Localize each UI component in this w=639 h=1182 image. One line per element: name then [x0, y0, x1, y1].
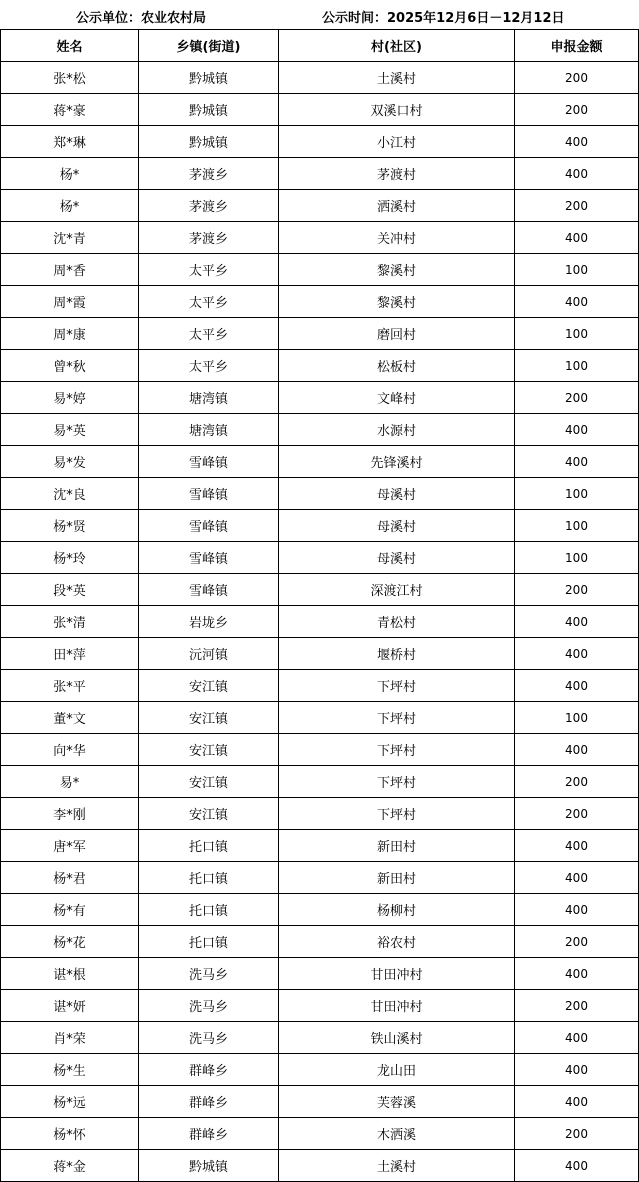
cell-amount: 200 — [515, 382, 639, 414]
cell-name: 杨*贤 — [1, 510, 139, 542]
cell-amount: 100 — [515, 702, 639, 734]
cell-township: 洗马乡 — [139, 990, 279, 1022]
table-row — [1, 126, 639, 158]
cell-village: 芙蓉溪 — [279, 1086, 515, 1118]
cell-village: 水源村 — [279, 414, 515, 446]
cell-township: 黔城镇 — [139, 126, 279, 158]
cell-amount: 200 — [515, 62, 639, 94]
table-row — [1, 446, 639, 478]
table-row — [1, 222, 639, 254]
cell-amount: 200 — [515, 94, 639, 126]
cell-village: 新田村 — [279, 830, 515, 862]
column-header-township: 乡镇(街道) — [139, 30, 279, 62]
cell-amount: 400 — [515, 734, 639, 766]
cell-name: 易*婷 — [1, 382, 139, 414]
cell-name: 易* — [1, 766, 139, 798]
cell-amount: 100 — [515, 478, 639, 510]
column-header-village: 村(社区) — [279, 30, 515, 62]
table-row — [1, 926, 639, 958]
cell-village: 下坪村 — [279, 734, 515, 766]
cell-township: 托口镇 — [139, 830, 279, 862]
table-row — [1, 958, 639, 990]
cell-village: 下坪村 — [279, 798, 515, 830]
cell-name: 蒋*金 — [1, 1150, 139, 1182]
cell-township: 雪峰镇 — [139, 574, 279, 606]
cell-township: 托口镇 — [139, 926, 279, 958]
cell-village: 松板村 — [279, 350, 515, 382]
cell-village: 双溪口村 — [279, 94, 515, 126]
cell-village: 铁山溪村 — [279, 1022, 515, 1054]
table-row — [1, 1022, 639, 1054]
cell-name: 段*英 — [1, 574, 139, 606]
cell-township: 茅渡乡 — [139, 158, 279, 190]
cell-village: 裕农村 — [279, 926, 515, 958]
cell-village: 土溪村 — [279, 1150, 515, 1182]
subsidy-table — [0, 29, 639, 1182]
table-row — [1, 94, 639, 126]
cell-township: 太平乡 — [139, 350, 279, 382]
cell-amount: 400 — [515, 862, 639, 894]
cell-name: 向*华 — [1, 734, 139, 766]
cell-village: 堰桥村 — [279, 638, 515, 670]
cell-name: 杨*远 — [1, 1086, 139, 1118]
table-row — [1, 574, 639, 606]
table-row — [1, 830, 639, 862]
cell-township: 塘湾镇 — [139, 414, 279, 446]
cell-township: 洗马乡 — [139, 958, 279, 990]
cell-village: 母溪村 — [279, 478, 515, 510]
cell-amount: 400 — [515, 414, 639, 446]
publicity-period: 公示时间：2025年12月6日－12月12日 — [322, 11, 565, 26]
cell-name: 张*平 — [1, 670, 139, 702]
cell-township: 托口镇 — [139, 862, 279, 894]
cell-township: 太平乡 — [139, 318, 279, 350]
table-row — [1, 286, 639, 318]
cell-name: 李*刚 — [1, 798, 139, 830]
cell-township: 安江镇 — [139, 734, 279, 766]
table-row — [1, 254, 639, 286]
cell-name: 杨*玲 — [1, 542, 139, 574]
cell-township: 洗马乡 — [139, 1022, 279, 1054]
cell-village: 文峰村 — [279, 382, 515, 414]
cell-village: 新田村 — [279, 862, 515, 894]
cell-name: 周*香 — [1, 254, 139, 286]
cell-amount: 200 — [515, 1118, 639, 1150]
cell-name: 易*发 — [1, 446, 139, 478]
cell-name: 沈*良 — [1, 478, 139, 510]
table-row — [1, 638, 639, 670]
cell-name: 沈*青 — [1, 222, 139, 254]
table-row — [1, 190, 639, 222]
cell-name: 董*文 — [1, 702, 139, 734]
cell-township: 群峰乡 — [139, 1118, 279, 1150]
cell-amount: 400 — [515, 670, 639, 702]
cell-amount: 100 — [515, 318, 639, 350]
column-header-name: 姓名 — [1, 30, 139, 62]
cell-name: 易*英 — [1, 414, 139, 446]
cell-name: 杨*怀 — [1, 1118, 139, 1150]
cell-amount: 400 — [515, 638, 639, 670]
table-row — [1, 510, 639, 542]
table-row — [1, 670, 639, 702]
cell-township: 黔城镇 — [139, 62, 279, 94]
cell-amount: 200 — [515, 766, 639, 798]
cell-village: 母溪村 — [279, 510, 515, 542]
cell-amount: 200 — [515, 190, 639, 222]
cell-village: 青松村 — [279, 606, 515, 638]
cell-village: 茅渡村 — [279, 158, 515, 190]
cell-township: 雪峰镇 — [139, 542, 279, 574]
table-row — [1, 798, 639, 830]
cell-village: 龙山田 — [279, 1054, 515, 1086]
table-row — [1, 478, 639, 510]
cell-township: 安江镇 — [139, 766, 279, 798]
publishing-unit: 公示单位：农业农村局 — [76, 11, 207, 26]
table-row — [1, 894, 639, 926]
cell-amount: 100 — [515, 350, 639, 382]
cell-township: 塘湾镇 — [139, 382, 279, 414]
cell-village: 深渡江村 — [279, 574, 515, 606]
cell-name: 曾*秋 — [1, 350, 139, 382]
cell-village: 母溪村 — [279, 542, 515, 574]
cell-township: 安江镇 — [139, 670, 279, 702]
cell-village: 先锋溪村 — [279, 446, 515, 478]
cell-name: 郑*琳 — [1, 126, 139, 158]
notice-header — [0, 0, 639, 30]
table-row — [1, 1086, 639, 1118]
cell-name: 张*清 — [1, 606, 139, 638]
cell-village: 下坪村 — [279, 670, 515, 702]
cell-village: 小江村 — [279, 126, 515, 158]
table-row — [1, 158, 639, 190]
cell-amount: 400 — [515, 158, 639, 190]
cell-township: 雪峰镇 — [139, 510, 279, 542]
table-row — [1, 350, 639, 382]
cell-township: 群峰乡 — [139, 1054, 279, 1086]
table-row — [1, 990, 639, 1022]
cell-amount: 200 — [515, 574, 639, 606]
cell-township: 安江镇 — [139, 702, 279, 734]
cell-name: 杨*生 — [1, 1054, 139, 1086]
cell-amount: 400 — [515, 446, 639, 478]
table-row — [1, 1054, 639, 1086]
cell-village: 下坪村 — [279, 766, 515, 798]
cell-amount: 400 — [515, 830, 639, 862]
table-row — [1, 1118, 639, 1150]
cell-township: 黔城镇 — [139, 1150, 279, 1182]
cell-village: 土溪村 — [279, 62, 515, 94]
cell-township: 茅渡乡 — [139, 222, 279, 254]
column-header-amount: 申报金额 — [515, 30, 639, 62]
table-row — [1, 318, 639, 350]
table-row — [1, 1150, 639, 1182]
cell-name: 唐*军 — [1, 830, 139, 862]
cell-amount: 200 — [515, 990, 639, 1022]
cell-township: 太平乡 — [139, 254, 279, 286]
table-row — [1, 62, 639, 94]
cell-village: 甘田冲村 — [279, 958, 515, 990]
cell-name: 杨* — [1, 158, 139, 190]
table-row — [1, 766, 639, 798]
cell-name: 杨*君 — [1, 862, 139, 894]
table-row — [1, 542, 639, 574]
cell-township: 托口镇 — [139, 894, 279, 926]
table-row — [1, 414, 639, 446]
table-row — [1, 382, 639, 414]
cell-township: 黔城镇 — [139, 94, 279, 126]
cell-village: 磨回村 — [279, 318, 515, 350]
cell-village: 木洒溪 — [279, 1118, 515, 1150]
cell-amount: 400 — [515, 958, 639, 990]
cell-name: 杨* — [1, 190, 139, 222]
cell-township: 群峰乡 — [139, 1086, 279, 1118]
cell-amount: 400 — [515, 1022, 639, 1054]
cell-amount: 400 — [515, 1086, 639, 1118]
cell-name: 田*萍 — [1, 638, 139, 670]
cell-township: 太平乡 — [139, 286, 279, 318]
cell-name: 杨*有 — [1, 894, 139, 926]
table-row — [1, 606, 639, 638]
cell-amount: 400 — [515, 222, 639, 254]
table-row — [1, 702, 639, 734]
table-row — [1, 734, 639, 766]
table-body — [1, 62, 639, 1182]
cell-amount: 100 — [515, 542, 639, 574]
cell-amount: 100 — [515, 254, 639, 286]
cell-name: 蒋*豪 — [1, 94, 139, 126]
cell-township: 安江镇 — [139, 798, 279, 830]
cell-township: 雪峰镇 — [139, 478, 279, 510]
cell-amount: 200 — [515, 798, 639, 830]
table-header-row — [1, 30, 639, 62]
cell-township: 茅渡乡 — [139, 190, 279, 222]
cell-amount: 400 — [515, 606, 639, 638]
cell-amount: 400 — [515, 1054, 639, 1086]
cell-amount: 400 — [515, 894, 639, 926]
cell-amount: 400 — [515, 286, 639, 318]
cell-village: 洒溪村 — [279, 190, 515, 222]
cell-village: 杨柳村 — [279, 894, 515, 926]
cell-village: 黎溪村 — [279, 286, 515, 318]
cell-township: 岩垅乡 — [139, 606, 279, 638]
cell-village: 关冲村 — [279, 222, 515, 254]
cell-township: 沅河镇 — [139, 638, 279, 670]
cell-name: 谌*根 — [1, 958, 139, 990]
cell-township: 雪峰镇 — [139, 446, 279, 478]
cell-name: 杨*花 — [1, 926, 139, 958]
cell-name: 肖*荣 — [1, 1022, 139, 1054]
cell-amount: 100 — [515, 510, 639, 542]
cell-name: 周*霞 — [1, 286, 139, 318]
cell-name: 周*康 — [1, 318, 139, 350]
cell-name: 谌*妍 — [1, 990, 139, 1022]
cell-amount: 400 — [515, 1150, 639, 1182]
cell-amount: 400 — [515, 126, 639, 158]
cell-name: 张*松 — [1, 62, 139, 94]
cell-amount: 200 — [515, 926, 639, 958]
cell-village: 甘田冲村 — [279, 990, 515, 1022]
table-row — [1, 862, 639, 894]
cell-village: 黎溪村 — [279, 254, 515, 286]
cell-village: 下坪村 — [279, 702, 515, 734]
